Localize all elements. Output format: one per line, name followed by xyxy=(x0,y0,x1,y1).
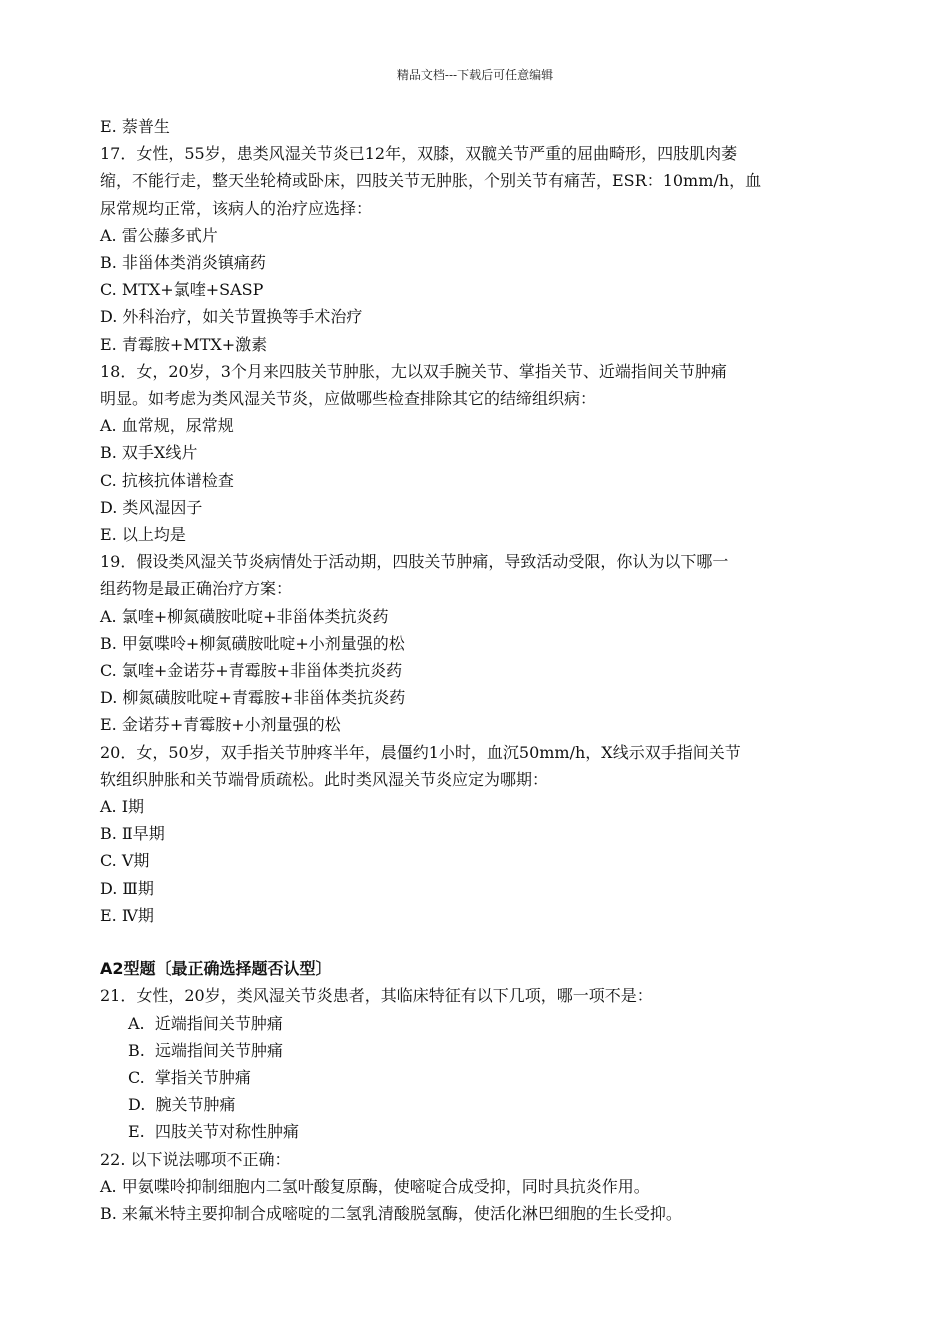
question-17: 缩，不能行走，整天坐轮椅或卧床，四肢关节无肿胀，个别关节有痛苦，ESR：10mm/h，血 xyxy=(100,171,762,191)
question-18: 18．女，20岁，3个月来四肢关节肿胀，尢以双手腕关节、掌指关节、近端指间关节肿痛 xyxy=(100,361,727,381)
option-line: A. 血常规，尿常规 xyxy=(100,416,234,436)
option-line: C. Ⅴ期 xyxy=(100,851,150,871)
question-19: 组药物是最正确治疗方案： xyxy=(100,579,293,599)
option-line: C. MTX+氯喹+SASP xyxy=(100,280,264,300)
option-line: D. Ⅲ期 xyxy=(100,878,154,898)
option-line: B. 甲氨喋呤+柳氮磺胺吡啶+小剂量强的松 xyxy=(100,633,405,653)
section-heading: A2型题〔最正确选择题否认型〕 xyxy=(100,959,332,979)
option-line: C. 掌指关节肿痛 xyxy=(128,1067,251,1087)
option-line: B. 远端指间关节肿痛 xyxy=(128,1040,284,1060)
option-line: D. 柳氮磺胺吡啶+青霉胺+非甾体类抗炎药 xyxy=(100,688,406,708)
option-line: A. 雷公藤多甙片 xyxy=(100,225,218,245)
option-line: C. 氯喹+金诺芬+青霉胺+非甾体类抗炎药 xyxy=(100,661,403,681)
question-20: 20．女，50岁，双手指关节肿疼半年，晨僵约1小时，血沉50mm/h，X线示双手指间关节 xyxy=(100,742,741,762)
option-line: D. 外科治疗，如关节置换等手术治疗 xyxy=(100,307,363,327)
document-body xyxy=(100,113,870,1227)
option-line: C. 抗核抗体谱检查 xyxy=(100,470,234,490)
option-line: A. 氯喹+柳氮磺胺吡啶+非甾体类抗炎药 xyxy=(100,606,389,626)
question-22: 22. 以下说法哪项不正确： xyxy=(100,1149,291,1169)
option-line: E. 以上均是 xyxy=(100,525,186,545)
option-line: B. Ⅱ早期 xyxy=(100,824,165,844)
option-line: D. 腕关节肿痛 xyxy=(128,1095,236,1115)
question-17: 尿常规均正常，该病人的治疗应选择： xyxy=(100,198,373,218)
option-line: E. 四肢关节对称性肿痛 xyxy=(128,1122,299,1142)
option-line: A. Ⅰ期 xyxy=(100,797,145,817)
question-17: 17．女性，55岁，患类风湿关节炎已12年，双膝，双髋关节严重的屈曲畸形，四肢肌肉萎 xyxy=(100,144,738,164)
option-line: B. 来氟米特主要抑制合成嘧啶的二氢乳清酸脱氢酶，使活化淋巴细胞的生长受抑。 xyxy=(100,1203,682,1223)
page-header: 精品文档---下载后可任意编辑 xyxy=(396,68,554,82)
option-line: A. 甲氨喋呤抑制细胞内二氢叶酸复原酶，使嘧啶合成受抑，同时具抗炎作用。 xyxy=(100,1176,650,1196)
question-20: 软组织肿胀和关节端骨质疏松。此时类风湿关节炎应定为哪期： xyxy=(100,769,549,789)
option-line: E. Ⅳ期 xyxy=(100,905,154,925)
question-21: 21．女性，20岁，类风湿关节炎患者，其临床特征有以下几项，哪一项不是： xyxy=(100,986,653,1006)
option-line: A. 近端指间关节肿痛 xyxy=(128,1013,283,1033)
option-line: B. 双手X线片 xyxy=(100,443,198,463)
question-18: 明显。如考虑为类风湿关节炎，应做哪些检查排除其它的结缔组织病： xyxy=(100,389,597,409)
question-19: 19．假设类风湿关节炎病情处于活动期，四肢关节肿痛，导致活动受限，你认为以下哪一 xyxy=(100,552,729,572)
option-line: E. 青霉胺+MTX+激素 xyxy=(100,334,268,354)
option-line: B. 非甾体类消炎镇痛药 xyxy=(100,253,266,273)
option-line: E. 金诺芬+青霉胺+小剂量强的松 xyxy=(100,715,341,735)
option-line: E. 萘普生 xyxy=(100,117,170,136)
option-line: D. 类风湿因子 xyxy=(100,497,203,517)
